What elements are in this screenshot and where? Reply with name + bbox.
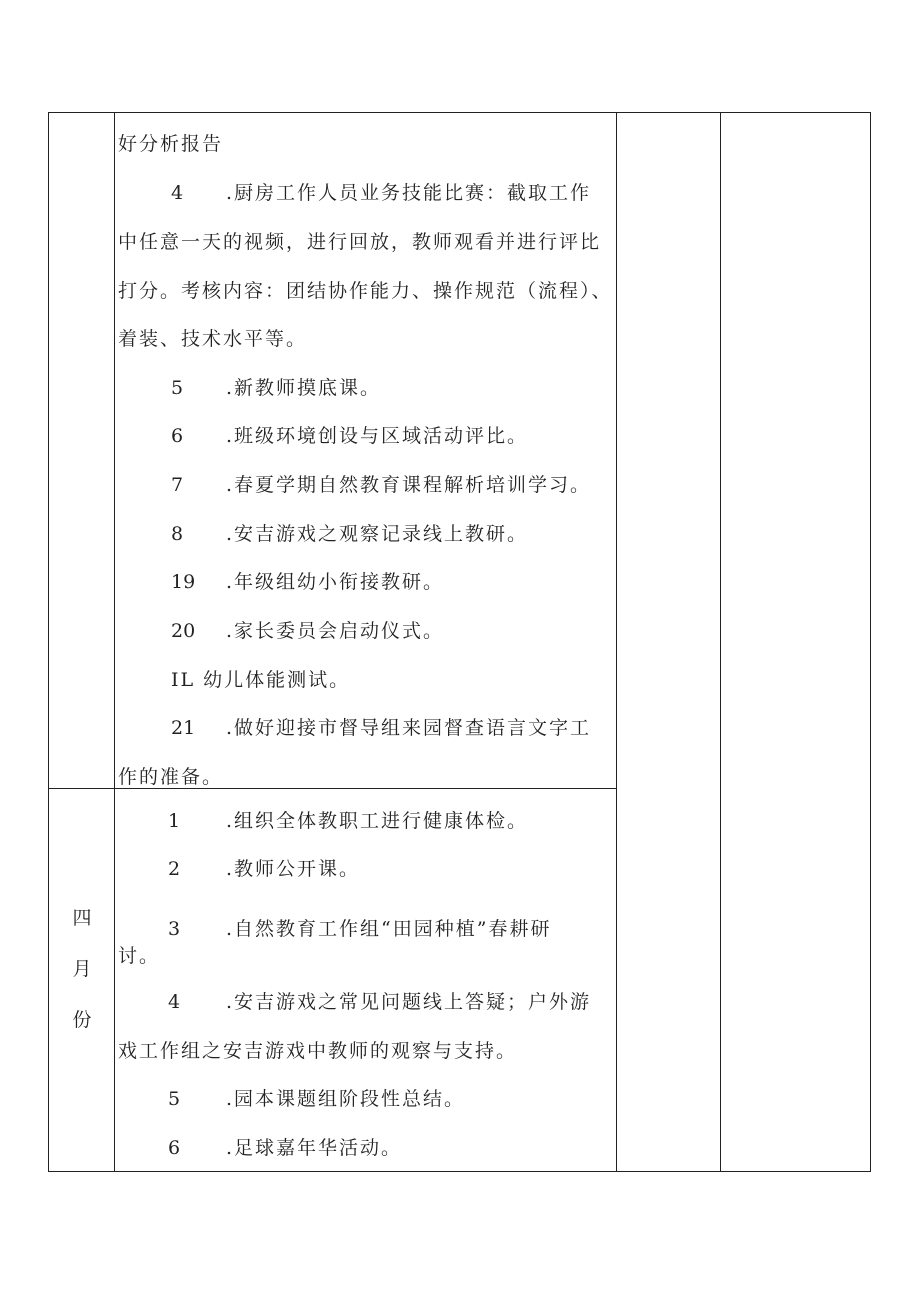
item-number: 2 — [168, 858, 181, 880]
item-text: .厨房工作人员业务技能比赛：截取工作 — [226, 182, 592, 204]
item-number: 6 — [171, 425, 184, 447]
item-number: 7 — [171, 474, 184, 496]
table-bottom-border — [48, 1171, 871, 1172]
item-text: .安吉游戏之常见问题线上答疑；户外游 — [226, 991, 592, 1013]
item-number: 21 — [171, 717, 196, 739]
item-text: .班级环境创设与区域活动评比。 — [226, 425, 529, 447]
item-number: 3 — [168, 918, 181, 940]
item-text: 中任意一天的视频，进行回放，教师观看并进行评比 — [118, 231, 602, 253]
month-char: 份 — [72, 1009, 92, 1031]
item-text: 戏工作组之安吉游戏中教师的观察与支持。 — [118, 1040, 518, 1062]
item-text: .足球嘉年华活动。 — [226, 1137, 403, 1159]
item-text: .做好迎接市督导组来园督查语言文字工 — [226, 717, 592, 739]
item-text: 着装、技术水平等。 — [118, 328, 308, 350]
item-number: 8 — [171, 523, 184, 545]
continuation-text: 好分析报告 — [118, 133, 224, 155]
column-divider-3 — [720, 112, 721, 1172]
item-number: 4 — [168, 991, 181, 1013]
item-text: 作的准备。 — [118, 766, 224, 788]
item-number: 1 — [168, 810, 181, 832]
item-text: .安吉游戏之观察记录线上教研。 — [226, 523, 529, 545]
month-char: 月 — [72, 958, 92, 980]
month-char: 四 — [72, 907, 92, 929]
item-text: 打分。考核内容：团结协作能力、操作规范（流程）、 — [118, 280, 613, 302]
item-text: .园本课题组阶段性总结。 — [226, 1088, 466, 1110]
item-number: 4 — [171, 182, 184, 204]
column-divider-2 — [616, 112, 617, 1172]
item-number: 5 — [171, 377, 184, 399]
item-number: 5 — [168, 1088, 181, 1110]
item-text: IL 幼儿体能测试。 — [171, 669, 351, 691]
item-text: .春夏学期自然教育课程解析培训学习。 — [226, 474, 592, 496]
item-text: 讨。 — [118, 945, 161, 967]
table-top-border — [48, 112, 871, 113]
row-divider — [48, 788, 616, 789]
item-number: 19 — [171, 571, 196, 593]
item-number: 6 — [168, 1137, 181, 1159]
item-text: .自然教育工作组“田园种植”春耕研 — [226, 918, 552, 940]
table-right-border — [870, 112, 871, 1172]
item-number: 20 — [171, 620, 196, 642]
item-text: .年级组幼小衔接教研。 — [226, 571, 445, 593]
item-text: .家长委员会启动仪式。 — [226, 620, 445, 642]
item-text: .教师公开课。 — [226, 858, 361, 880]
item-text: .新教师摸底课。 — [226, 377, 382, 399]
item-text: .组织全体教职工进行健康体检。 — [226, 810, 529, 832]
